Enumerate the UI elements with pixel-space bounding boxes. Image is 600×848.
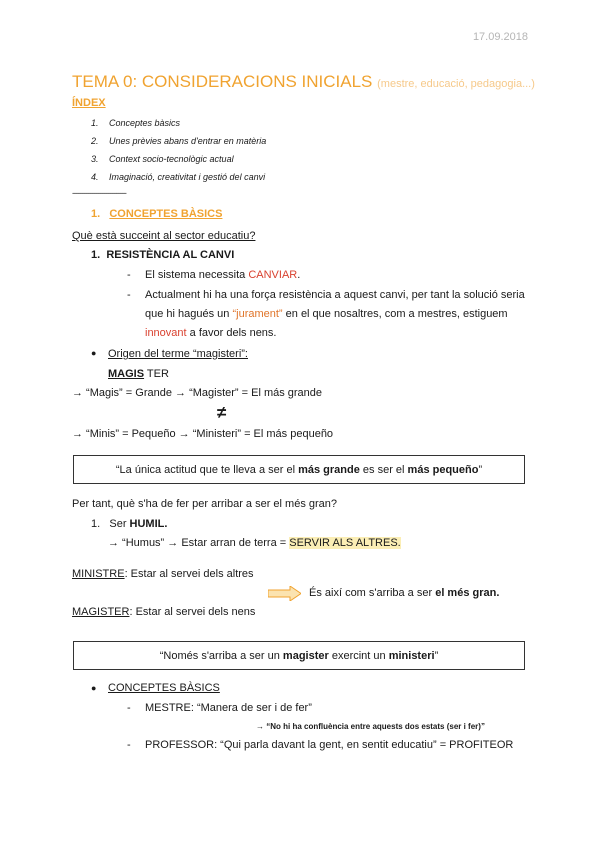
- professor-item: PROFESSOR: “Qui parla davant la gent, en sentit educatiu” = PROFITEOR: [145, 739, 514, 751]
- concepts-bullet: CONCEPTES BÀSICS: [108, 682, 220, 694]
- text: exercint un: [328, 649, 389, 662]
- page-title: [72, 72, 535, 92]
- toc-item: [91, 118, 266, 136]
- subsection-num: 1.: [91, 249, 101, 261]
- text: en el que nosaltres, com a mestres, estiguem: [282, 308, 508, 320]
- toc-list: [91, 118, 266, 190]
- toc-num: 1.: [91, 118, 99, 128]
- toc-num: 4.: [91, 172, 99, 182]
- text: es ser el: [359, 463, 408, 476]
- conclusion-line: [309, 587, 499, 599]
- text: El sistema necessita: [145, 269, 249, 281]
- list-num: 1.: [91, 518, 101, 530]
- ministre-label: MINISTRE: [72, 568, 125, 580]
- quote-text: [160, 650, 438, 662]
- toc-item: [91, 136, 266, 154]
- dash-item-b-line2: [145, 308, 508, 320]
- toc-text: Context socio-tecnològic actual: [109, 154, 234, 164]
- text: TER: [144, 368, 169, 380]
- text: → “Humus” → Estar arran de terra =: [108, 537, 290, 549]
- toc-num: 2.: [91, 136, 99, 146]
- ministre-line: [72, 568, 254, 580]
- dash-marker: -: [127, 702, 131, 714]
- toc-text: Unes prèvies abans d'entrar en matèria: [109, 136, 267, 146]
- title-main: TEMA 0: CONSIDERACIONS INICIALS: [72, 72, 373, 91]
- mestre-note: → “No hi ha confluència entre aquests dos estats (ser i fer)”: [256, 722, 485, 731]
- text: “La única actitud que te lleva a ser el: [115, 463, 299, 476]
- dash-marker: -: [127, 289, 131, 301]
- toc-text: Conceptes bàsics: [109, 118, 181, 128]
- date: 17.09.2018: [472, 31, 528, 43]
- text: que hi hagués un: [145, 308, 233, 320]
- text: És així com s'arriba a ser: [309, 587, 436, 599]
- text: ”: [434, 649, 439, 662]
- toc-num: 3.: [91, 154, 99, 164]
- quote-box-1: [73, 455, 525, 484]
- section-heading: [91, 208, 222, 220]
- magister-label: MAGISTER: [72, 606, 130, 618]
- text: : Estar al servei dels altres: [124, 568, 254, 580]
- bullet-marker: ●: [91, 683, 97, 693]
- question-1: Què està succeint al sector educatiu?: [72, 230, 256, 242]
- toc-text: Imaginació, creativitat i gestió del canvi: [109, 172, 266, 182]
- text: : Estar al servei dels nens: [129, 606, 256, 618]
- highlight-servir: SERVIR ALS ALTRES.: [289, 537, 401, 549]
- not-equal-sign: ≠: [217, 403, 227, 422]
- dash-item-b-line3: [145, 327, 276, 339]
- bullet-marker: ●: [91, 348, 97, 358]
- magister-word: [108, 368, 169, 380]
- magis-bold: MAGIS: [108, 368, 145, 380]
- section-title: CONCEPTES BÀSICS: [109, 208, 223, 220]
- index-heading: ÍNDEX: [72, 97, 106, 109]
- arrow-line-1: → “Magis” = Grande → “Magister” = El más grande: [72, 387, 323, 399]
- dash-item-a: [145, 269, 300, 281]
- separator: ---------------------------: [72, 188, 126, 198]
- mestre-item: MESTRE: “Manera de ser i de fer”: [145, 702, 312, 714]
- subsection-title: RESISTÈNCIA AL CANVI: [106, 249, 235, 261]
- dash-marker: -: [127, 739, 131, 751]
- arrow-line-2: → “Minis” = Pequeño → “Ministeri” = El más pequeño: [72, 428, 334, 440]
- section-num: 1.: [91, 208, 101, 220]
- toc-item: [91, 154, 266, 172]
- highlight-jurament: “jurament”: [232, 308, 283, 320]
- highlight-canviar: CANVIAR: [248, 269, 298, 281]
- magister-line: [72, 606, 255, 618]
- text: .: [297, 269, 301, 281]
- quote-text: [116, 464, 482, 476]
- quote-bold: más grande: [298, 463, 360, 476]
- text: ”: [478, 463, 483, 476]
- dash-marker: -: [127, 269, 131, 281]
- origin-bullet: Origen del terme “magisteri”:: [108, 348, 248, 360]
- title-sub: (mestre, educació, pedagogia...): [377, 78, 535, 90]
- humil-bold: HUMIL.: [129, 518, 168, 530]
- quote-bold: ministeri: [388, 649, 435, 662]
- humus-line: [108, 537, 401, 549]
- text: Ser: [109, 518, 130, 530]
- quote-box-2: [73, 641, 525, 670]
- conclusion-bold: el més gran.: [435, 587, 500, 599]
- dash-item-b-line1: Actualment hi ha una força resistència a aquest canvi, per tant la solució seria: [145, 289, 525, 301]
- question-2: Per tant, què s'ha de fer per arribar a ser el més gran?: [72, 498, 338, 510]
- right-arrow-icon: [268, 586, 301, 601]
- quote-bold: más pequeño: [407, 463, 479, 476]
- text: a favor dels nens.: [186, 327, 277, 339]
- highlight-innovant: innovant: [145, 327, 187, 339]
- text: “Només s'arriba a ser un: [159, 649, 283, 662]
- humil-item: [91, 518, 167, 530]
- subsection-heading: [91, 249, 234, 261]
- quote-bold: magister: [282, 649, 329, 662]
